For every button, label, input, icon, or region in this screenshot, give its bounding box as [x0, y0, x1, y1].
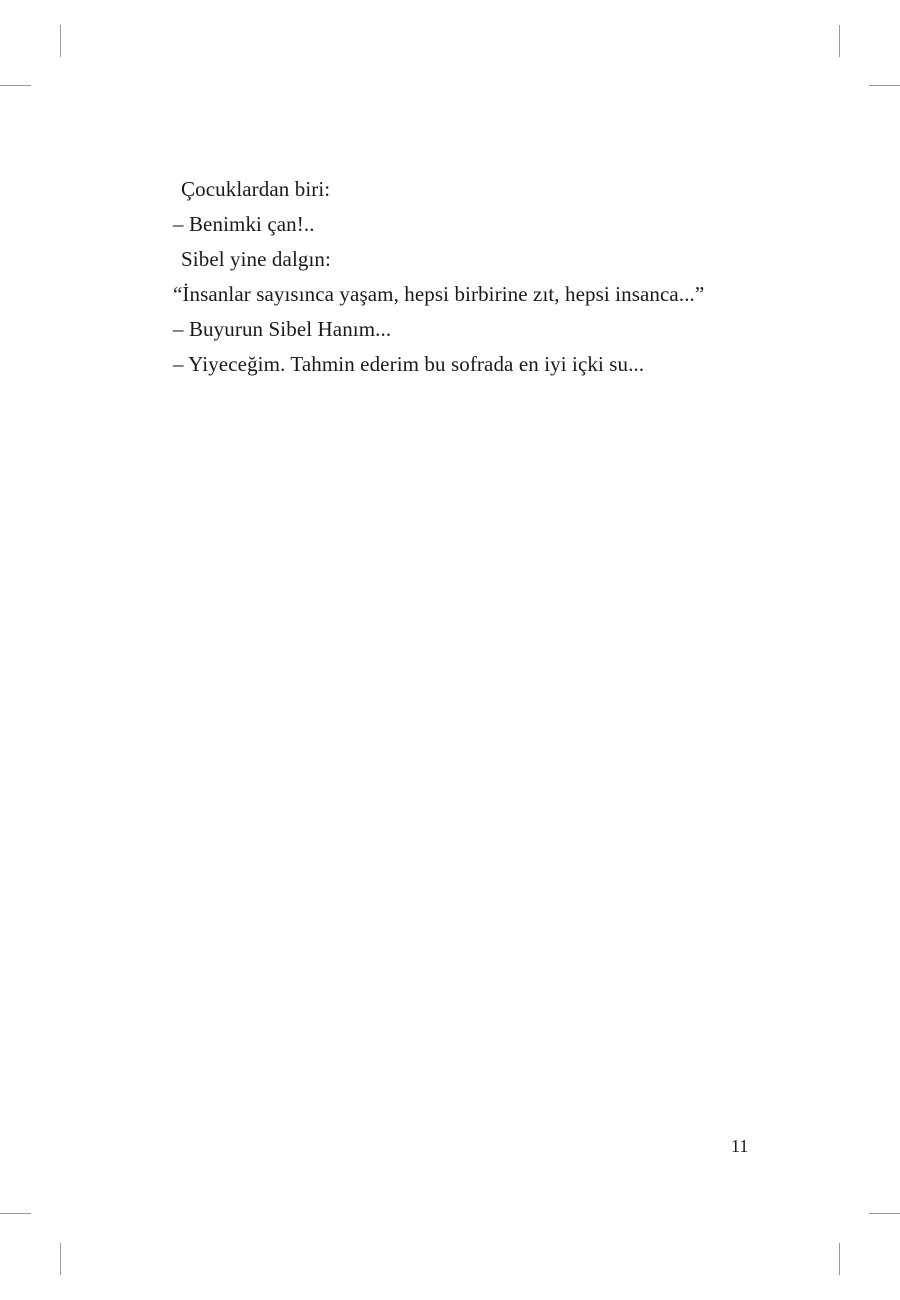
crop-mark-bottom-left-vertical — [60, 1243, 61, 1275]
text-line: Çocuklardan biri: — [181, 177, 331, 201]
text-line: – Buyurun Sibel Hanım... — [173, 317, 392, 341]
text-line: “İnsanlar sayısınca yaşam, hepsi birbirine zıt, hepsi insanca...” — [173, 282, 705, 306]
text-line: – Benimki çan!.. — [173, 212, 315, 236]
crop-mark-bottom-left-horizontal — [0, 1213, 31, 1214]
crop-mark-top-left-vertical — [60, 25, 61, 57]
crop-mark-bottom-right-horizontal — [869, 1213, 900, 1214]
crop-mark-top-right-horizontal — [869, 85, 900, 86]
crop-mark-top-left-horizontal — [0, 85, 31, 86]
body-text — [173, 172, 773, 382]
text-line: – Yiyeceğim. Tahmin ederim bu sofrada en iyi içki su... — [173, 352, 645, 376]
crop-mark-bottom-right-vertical — [839, 1243, 840, 1275]
crop-mark-top-right-vertical — [839, 25, 840, 57]
page-number: 11 — [731, 1136, 749, 1156]
text-line: Sibel yine dalgın: — [181, 247, 331, 271]
